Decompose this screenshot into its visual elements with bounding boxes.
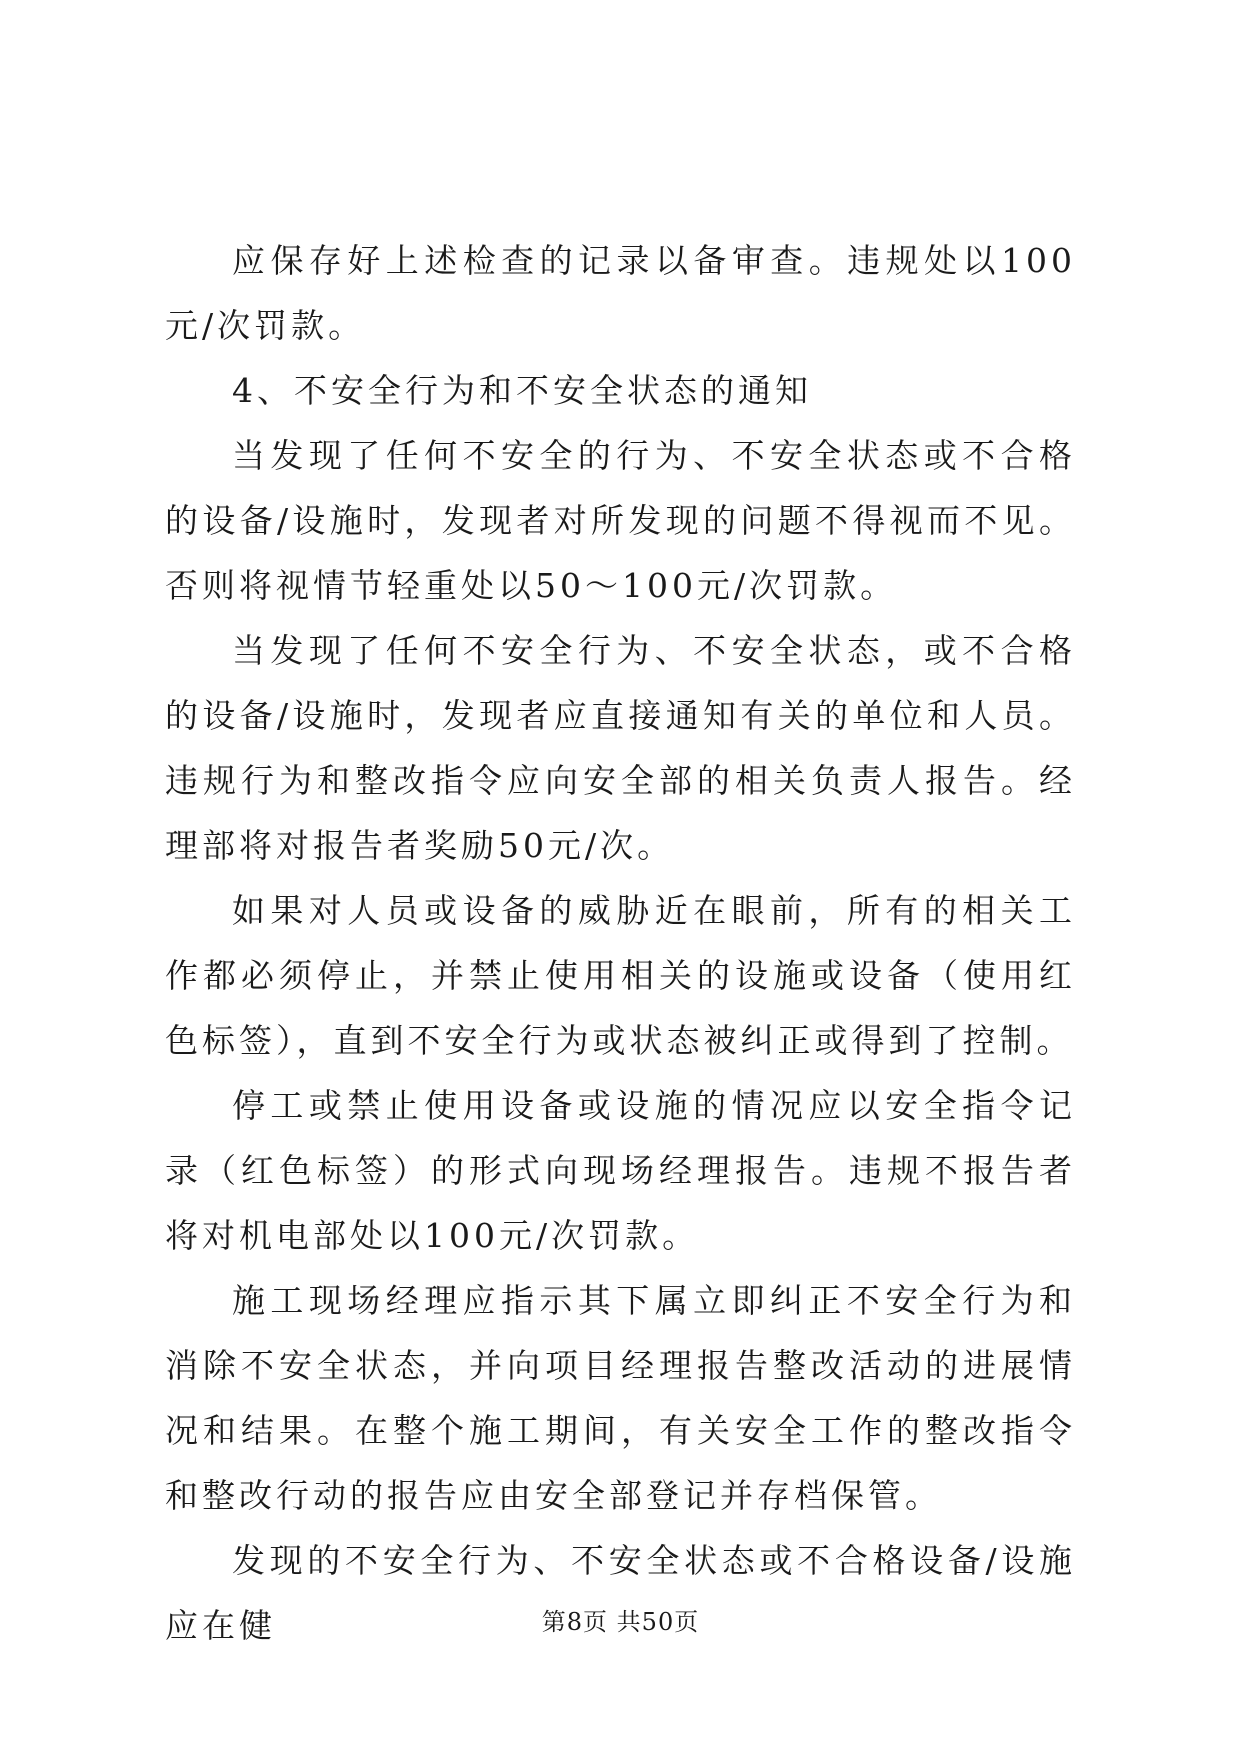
paragraph-stop-work-report: 停工或禁止使用设备或设施的情况应以安全指令记录（红色标签）的形式向现场经理报告。违规不报告者将对机电部处以100元/次罚款。 xyxy=(165,1086,1076,1255)
paragraph-notify-units: 当发现了任何不安全行为、不安全状态，或不合格的设备/设施时，发现者应直接通知有关的单位和人员。违规行为和整改指令应向安全部的相关负责人报告。经理部将对报告者奖励50元/次。 xyxy=(165,631,1076,865)
section-heading-unsafe-notification: 4、不安全行为和不安全状态的通知 xyxy=(232,371,812,410)
paragraph-do-not-ignore: 当发现了任何不安全的行为、不安全状态或不合格的设备/设施时，发现者对所发现的问题不得视而不见。否则将视情节轻重处以50～100元/次罚款。 xyxy=(165,436,1076,605)
paragraph-continued: 发现的不安全行为、不安全状态或不合格设备/设施应在健 xyxy=(165,1541,1076,1645)
paragraph-imminent-threat: 如果对人员或设备的威胁近在眼前，所有的相关工作都必须停止，并禁止使用相关的设施或设备（使用红色标签），直到不安全行为或状态被纠正或得到了控制。 xyxy=(165,891,1076,1060)
document-body xyxy=(165,228,1076,1658)
paragraph-site-manager-correction: 施工现场经理应指示其下属立即纠正不安全行为和消除不安全状态，并向项目经理报告整改活动的进展情况和结果。在整个施工期间，有关安全工作的整改指令和整改行动的报告应由安全部登记并存档保管。 xyxy=(165,1281,1076,1515)
page-number-footer: 第8页 共50页 xyxy=(541,1608,700,1636)
paragraph-record-keeping: 应保存好上述检查的记录以备审查。违规处以100元/次罚款。 xyxy=(165,241,1076,345)
